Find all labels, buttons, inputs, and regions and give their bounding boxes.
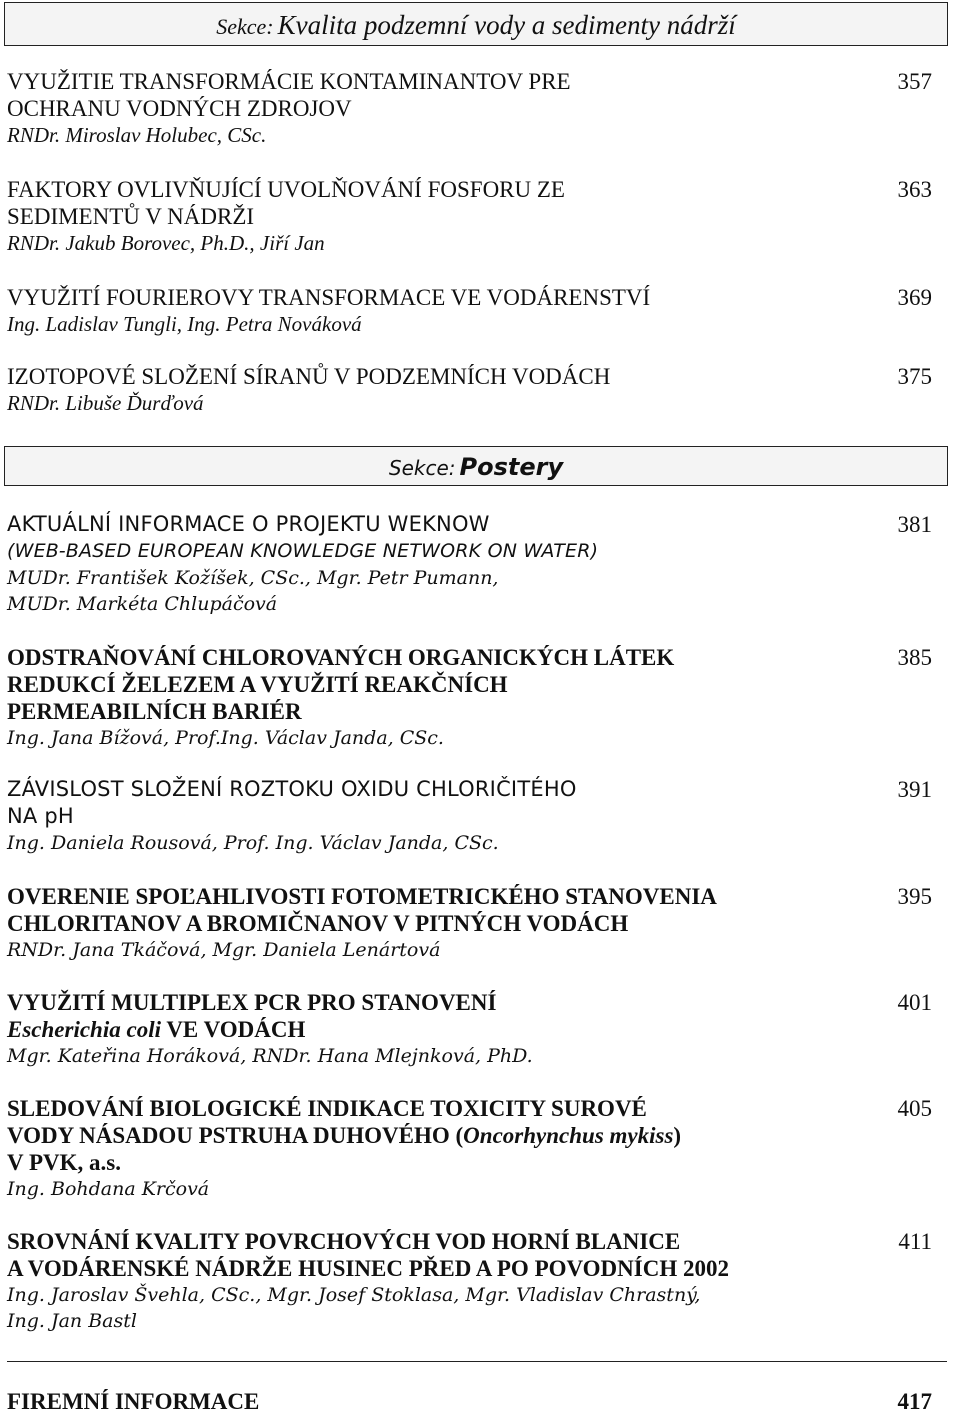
entry-authors: Ing. Ladislav Tungli, Ing. Petra Nováková [7,312,362,336]
entry-title-part: ) [673,1123,682,1148]
entry-title-line: AKTUÁLNÍ INFORMACE O PROJEKTU WEKNOW [7,512,490,536]
entry-subtitle: (WEB-BASED EUROPEAN KNOWLEDGE NETWORK ON WATER) [7,540,599,562]
entry-author-line: MUDr. Markéta Chlupáčová [7,593,278,615]
toc-entry[interactable] [7,883,932,963]
entry-page-number: 411 [898,1229,932,1254]
species-name: Escherichia coli [7,1017,161,1042]
entry-title-line: VYUŽITIE TRANSFORMÁCIE KONTAMINANTOV PRE [7,69,571,94]
section-name: Kvalita podzemní vody a sedimenty nádrží [277,10,736,40]
entry-title-line: ODSTRAŇOVÁNÍ CHLOROVANÝCH ORGANICKÝCH LÁTEK [7,645,675,670]
entry-authors [7,1282,932,1334]
entry-title [7,989,877,1043]
entry-authors: Mgr. Kateřina Horáková, RNDr. Hana Mlejnková, PhD. [7,1045,533,1067]
toc-entry[interactable] [7,1095,932,1202]
entry-title [7,68,877,122]
entry-title-line [7,1122,877,1149]
entry-title [7,511,877,565]
section-header-groundwater [4,2,948,46]
entry-title-line: PERMEABILNÍCH BARIÉR [7,699,302,724]
entry-authors: RNDr. Libuše Ďurďová [7,391,204,415]
entry-title [7,1228,877,1282]
entry-title-line: OVERENIE SPOĽAHLIVOSTI FOTOMETRICKÉHO STANOVENIA [7,884,717,909]
entry-title-line: IZOTOPOVÉ SLOŽENÍ SÍRANŮ V PODZEMNÍCH VODÁCH [7,364,611,389]
toc-entry[interactable] [7,644,932,751]
entry-page-number: 357 [897,69,932,94]
entry-authors: RNDr. Miroslav Holubec, CSc. [7,123,267,147]
section-prefix: Sekce: [388,456,456,480]
entry-title-line: SEDIMENTŮ V NÁDRŽI [7,204,255,229]
toc-entry[interactable] [7,989,932,1069]
entry-page-number: 381 [897,512,932,537]
entry-authors: RNDr. Jana Tkáčová, Mgr. Daniela Lenártová [7,939,441,961]
entry-title-line: SROVNÁNÍ KVALITY POVRCHOVÝCH VOD HORNÍ BLANICE [7,1229,681,1254]
entry-authors [7,565,932,617]
entry-title-rest: VE VODÁCH [160,1017,306,1042]
section-prefix: Sekce: [216,14,274,39]
entry-author-line: MUDr. František Kožíšek, CSc., Mgr. Petr Pumann, [7,567,499,589]
entry-page-number: 369 [897,285,932,310]
entry-title-line: FAKTORY OVLIVŇUJÍCÍ UVOLŇOVÁNÍ FOSFORU ZE [7,177,565,202]
entry-title-part: VODY NÁSADOU PSTRUHA DUHOVÉHO ( [7,1123,464,1148]
species-name: Oncorhynchus mykiss [463,1123,674,1148]
entry-title-line: VYUŽITÍ FOURIEROVY TRANSFORMACE VE VODÁRENSTVÍ [7,285,651,310]
entry-page-number: 391 [897,777,932,802]
entry-title-line: V PVK, a.s. [7,1150,121,1175]
entry-authors: Ing. Daniela Rousová, Prof. Ing. Václav Janda, CSc. [7,832,499,854]
entry-title-line: REDUKCÍ ŽELEZEM A VYUŽITÍ REAKČNÍCH [7,672,508,697]
entry-page-number: 405 [897,1096,932,1121]
entry-title [7,176,877,230]
entry-page-number: 375 [897,364,932,389]
entry-title [7,284,877,311]
entry-authors: RNDr. Jakub Borovec, Ph.D., Jiří Jan [7,231,325,255]
entry-title-line: CHLORITANOV A BROMIČNANOV V PITNÝCH VODÁCH [7,911,629,936]
entry-page-number: 395 [897,884,932,909]
toc-entry[interactable] [7,363,932,416]
toc-entry[interactable] [7,1228,932,1334]
toc-entry[interactable] [7,176,932,256]
toc-entry[interactable] [7,776,932,856]
footer-page-number: 417 [897,1389,932,1414]
footer-entry[interactable] [7,1388,932,1415]
entry-authors: Ing. Jana Bížová, Prof.Ing. Václav Janda, CSc. [7,727,444,749]
entry-title [7,644,877,725]
entry-title-line: ZÁVISLOST SLOŽENÍ ROZTOKU OXIDU CHLORIČITÉHO [7,777,577,801]
entry-title-line: A VODÁRENSKÉ NÁDRŽE HUSINEC PŘED A PO POVODNÍCH 2002 [7,1256,729,1281]
section-header-posters [4,446,948,486]
entry-title-line: OCHRANU VODNÝCH ZDROJOV [7,96,352,121]
toc-entry[interactable] [7,511,932,617]
section-name: Postery [459,453,564,481]
entry-title-line: NA pH [7,804,74,828]
entry-title [7,1095,877,1176]
entry-author-line: Ing. Jan Bastl [7,1310,137,1332]
entry-authors: Ing. Bohdana Krčová [7,1178,210,1200]
toc-entry[interactable] [7,68,932,148]
entry-title [7,776,877,830]
entry-title-line [7,1016,877,1043]
entry-author-line: Ing. Jaroslav Švehla, CSc., Mgr. Josef Stoklasa, Mgr. Vladislav Chrastný, [7,1284,701,1306]
entry-title [7,883,877,937]
entry-page-number: 401 [897,990,932,1015]
divider [7,1361,947,1362]
entry-title [7,363,877,390]
entry-page-number: 385 [897,645,932,670]
entry-title-line: SLEDOVÁNÍ BIOLOGICKÉ INDIKACE TOXICITY SUROVÉ [7,1096,647,1121]
footer-label: FIREMNÍ INFORMACE [7,1389,260,1414]
entry-page-number: 363 [897,177,932,202]
toc-entry[interactable] [7,284,932,337]
entry-title-line: VYUŽITÍ MULTIPLEX PCR PRO STANOVENÍ [7,990,497,1015]
